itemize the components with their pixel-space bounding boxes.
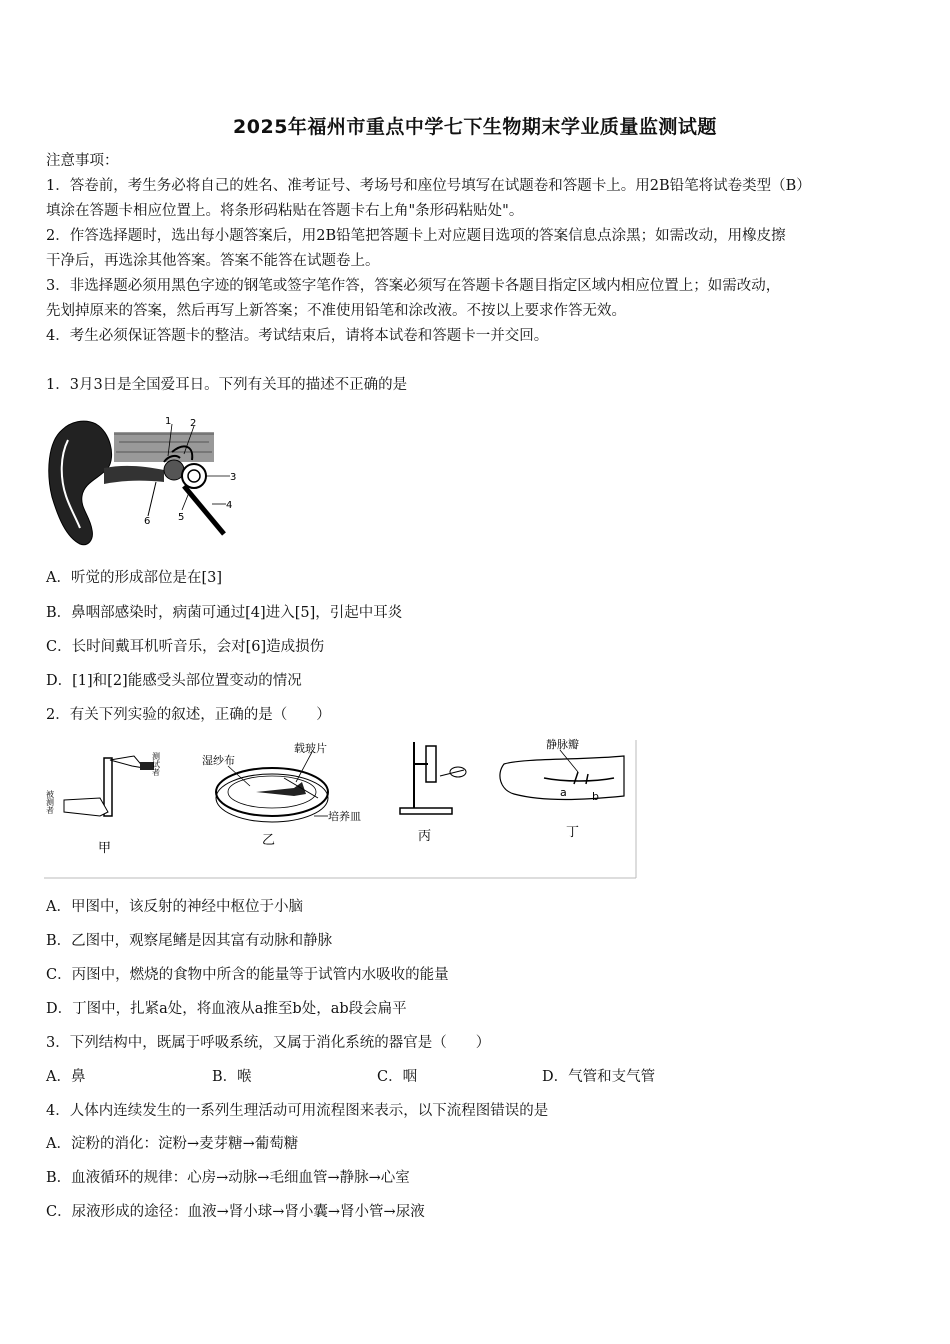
q1-option-a: A．听觉的形成部位是在[3]	[46, 570, 223, 586]
q3-option-a: A．鼻	[46, 1069, 86, 1085]
jia-subject-label: 被测者	[45, 790, 55, 814]
notice-line: 4．考生必须保证答题卡的整洁。考试结束后，请将本试卷和答题卡一并交回。	[46, 328, 549, 344]
jia-label: 甲	[98, 841, 112, 856]
yi-slide-label: 载玻片	[294, 742, 327, 755]
notice-heading: 注意事项：	[46, 153, 119, 169]
ding-a-label: a	[560, 786, 567, 799]
q4-option-a: A．淀粉的消化：淀粉→麦芽糖→葡萄糖	[46, 1136, 299, 1152]
notice-line: 填涂在答题卡相应位置上。将条形码粘贴在答题卡右上角"条形码粘贴处"。	[46, 203, 524, 219]
q3-option-d: D．气管和支气管	[542, 1069, 656, 1085]
question-1-stem: 1．3月3日是全国爱耳日。下列有关耳的描述不正确的是	[46, 377, 408, 393]
ding-vein-label: 静脉瓣	[546, 738, 579, 751]
notice-line: 1．答卷前，考生务必将自己的姓名、准考证号、考场号和座位号填写在试题卷和答题卡上。用2B铅笔将试卷类型（B）	[46, 178, 811, 194]
experiments-figure	[44, 738, 638, 880]
bing-label: 丙	[418, 829, 432, 844]
question-2-stem: 2．有关下列实验的叙述，正确的是（ ）	[46, 707, 331, 723]
q4-option-c: C．尿液形成的途径：血液→肾小球→肾小囊→肾小管→尿液	[46, 1204, 425, 1220]
jia-tester-label: 测试者	[151, 752, 161, 776]
ear-label-6: 6	[144, 516, 151, 527]
yi-label: 乙	[262, 833, 276, 848]
ear-label-2: 2	[190, 418, 197, 429]
notice-line: 3．非选择题必须用黑色字迹的钢笔或签字笔作答，答案必须写在答题卡各题目指定区域内相应位置上；如需改动，	[46, 278, 781, 294]
q1-option-b: B．鼻咽部感染时，病菌可通过[4]进入[5]，引起中耳炎	[46, 605, 403, 621]
q4-option-b: B．血液循环的规律：心房→动脉→毛细血管→静脉→心室	[46, 1170, 410, 1186]
notice-line: 干净后，再选涂其他答案。答案不能答在试题卷上。	[46, 253, 380, 269]
notice-line: 2．作答选择题时，选出每小题答案后，用2B铅笔把答题卡上对应题目选项的答案信息点涂黑；如需改动，用橡皮擦	[46, 228, 786, 244]
ear-label-3: 3	[230, 472, 237, 483]
page-title: 2025年福州市重点中学七下生物期末学业质量监测试题	[233, 116, 717, 138]
ear-structure-figure	[44, 412, 240, 552]
q1-option-d: D．[1]和[2]能感受头部位置变动的情况	[46, 673, 302, 689]
ear-label-5: 5	[178, 512, 185, 523]
q2-option-c: C．丙图中，燃烧的食物中所含的能量等于试管内水吸收的能量	[46, 967, 449, 983]
ear-label-4: 4	[226, 500, 233, 511]
q3-option-b: B．喉	[212, 1069, 252, 1085]
question-3-stem: 3．下列结构中，既属于呼吸系统，又属于消化系统的器官是（ ）	[46, 1035, 491, 1051]
ding-label: 丁	[566, 825, 580, 840]
ear-label-1: 1	[165, 416, 172, 427]
q1-option-c: C．长时间戴耳机听音乐，会对[6]造成损伤	[46, 639, 325, 655]
q3-option-c: C．咽	[377, 1069, 418, 1085]
notice-line: 先划掉原来的答案，然后再写上新答案；不准使用铅笔和涂改液。不按以上要求作答无效。	[46, 303, 626, 319]
q2-option-a: A．甲图中，该反射的神经中枢位于小脑	[46, 899, 303, 915]
q2-option-b: B．乙图中，观察尾鳍是因其富有动脉和静脉	[46, 933, 333, 949]
ding-b-label: b	[592, 790, 599, 803]
yi-cloth-label: 湿纱布	[202, 754, 235, 767]
q2-option-d: D．丁图中，扎紧a处，将血液从a推至b处，ab段会扁平	[46, 1001, 407, 1017]
yi-dish-label: 培养皿	[328, 810, 361, 823]
q3-options-row	[46, 1067, 906, 1087]
question-4-stem: 4．人体内连续发生的一系列生理活动可用流程图来表示，以下流程图错误的是	[46, 1103, 549, 1119]
